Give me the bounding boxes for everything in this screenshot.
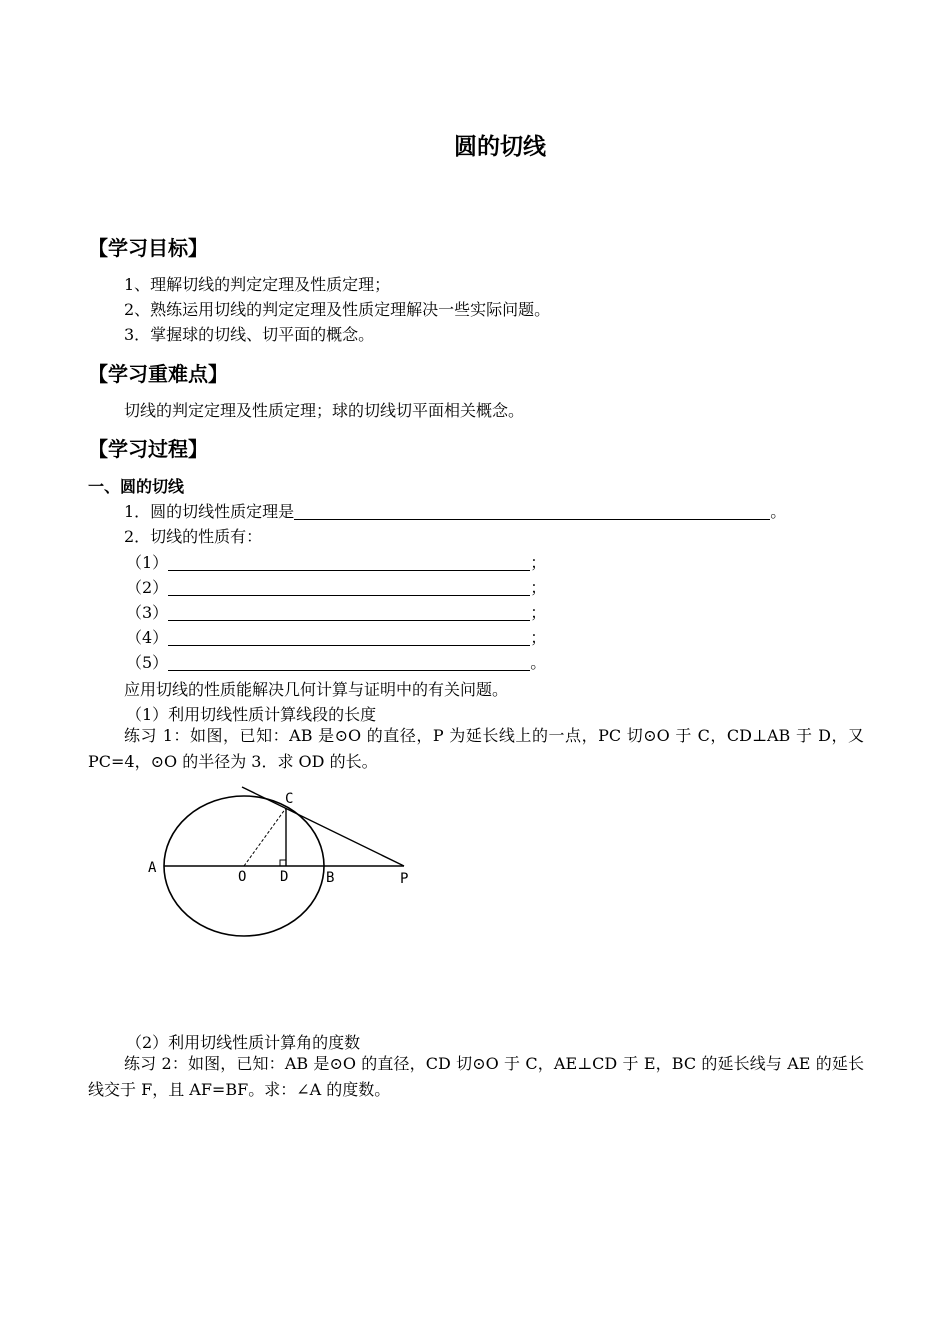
property-blank[interactable] — [168, 629, 530, 646]
label-o: O — [238, 869, 247, 885]
goals-heading: 【学习目标】 — [88, 236, 208, 260]
property-num: （2） — [126, 578, 169, 597]
application-note: 应用切线的性质能解决几何计算与证明中的有关问题。 — [124, 680, 509, 699]
goal-item-2: 2、熟练运用切线的判定定理及性质定理解决一些实际问题。 — [124, 300, 551, 319]
goal-item-3: 3．掌握球的切线、切平面的概念。 — [124, 325, 375, 344]
property-row-1 — [126, 550, 546, 573]
key-points-heading: 【学习重难点】 — [88, 362, 228, 386]
property-num: （5） — [126, 653, 169, 672]
goal-item-1: 1、理解切线的判定定理及性质定理； — [124, 275, 391, 294]
label-d: D — [280, 869, 289, 885]
process-heading: 【学习过程】 — [88, 437, 208, 461]
property-end: ； — [530, 603, 547, 622]
question-1-suffix: 。 — [770, 502, 787, 521]
property-end: ； — [530, 578, 547, 597]
property-end: ； — [530, 553, 547, 572]
question-1 — [124, 499, 786, 522]
label-a: A — [148, 860, 157, 876]
property-blank[interactable] — [168, 654, 530, 671]
property-row-4 — [126, 625, 546, 648]
right-angle-mark — [280, 860, 286, 866]
property-end: ； — [530, 628, 547, 647]
figure-1-diagram — [140, 785, 430, 945]
property-blank[interactable] — [168, 554, 530, 571]
subtopic-2: （2）利用切线性质计算角的度数 — [126, 1033, 361, 1052]
property-num: （3） — [126, 603, 169, 622]
label-c: C — [285, 791, 294, 807]
exercise-1: 练习 1：如图，已知：AB 是⊙O 的直径，P 为延长线上的一点，PC 切⊙O 于 C，CD⊥AB 于 D，又 PC=4，⊙O 的半径为 3．求 OD 的长。 — [88, 726, 864, 771]
question-2: 2．切线的性质有： — [124, 527, 263, 546]
exercise-2: 练习 2：如图，已知：AB 是⊙O 的直径，CD 切⊙O 于 C，AE⊥CD 于 E，BC 的延长线与 AE 的延长线交于 F，且 AF=BF。求：∠A 的度数。 — [88, 1054, 864, 1099]
property-row-5 — [126, 650, 546, 673]
property-blank[interactable] — [168, 604, 530, 621]
label-b: B — [326, 870, 335, 886]
property-num: （1） — [126, 553, 169, 572]
property-num: （4） — [126, 628, 169, 647]
subtopic-1: （1）利用切线性质计算线段的长度 — [126, 705, 377, 724]
property-end: 。 — [530, 653, 547, 672]
label-p: P — [400, 871, 409, 887]
section-1-heading: 一、圆的切线 — [88, 477, 185, 496]
page-title: 圆的切线 — [454, 134, 546, 160]
property-blank[interactable] — [168, 579, 530, 596]
property-row-3 — [126, 600, 546, 623]
key-points-text: 切线的判定定理及性质定理；球的切线切平面相关概念。 — [124, 401, 525, 420]
radius-oc — [244, 808, 286, 866]
property-row-2 — [126, 575, 546, 598]
answer-blank-1[interactable] — [294, 503, 770, 520]
question-1-prefix: 1．圆的切线性质定理是 — [124, 502, 295, 521]
